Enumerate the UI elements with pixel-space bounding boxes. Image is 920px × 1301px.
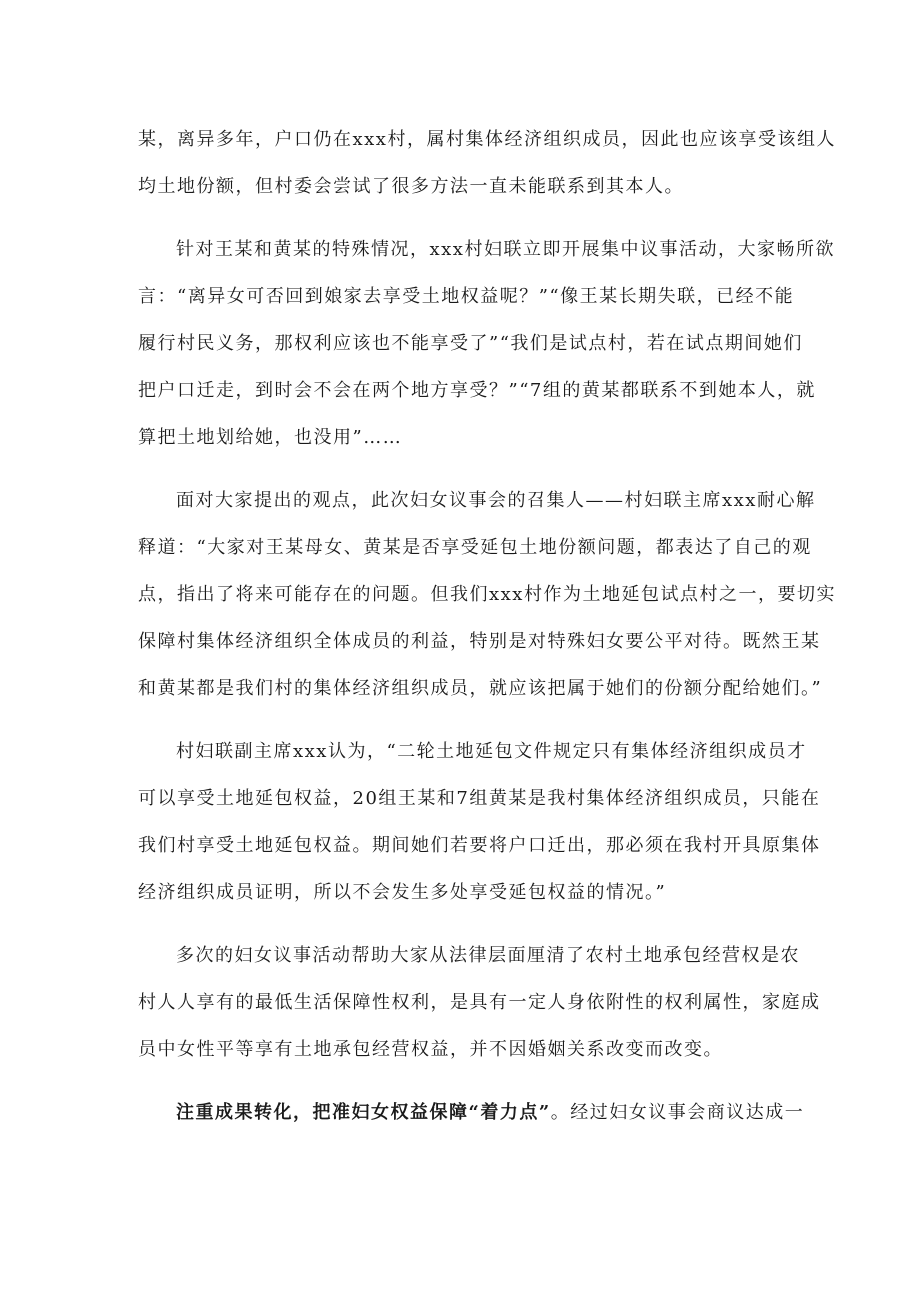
paragraph-5-line-1: 多次的妇女议事活动帮助大家从法律层面厘清了农村土地承包经营权是农 [176, 945, 800, 966]
paragraph-2-line-1: 针对王某和黄某的特殊情况，xxx村妇联立即开展集中议事活动，大家畅所欲 [176, 239, 835, 260]
paragraph-6-text: 。经过妇女议事会商议达成一 [550, 1102, 805, 1123]
paragraph-1-line-1: 某，离异多年，户口仍在xxx村，属村集体经济组织成员，因此也应该享受该组人 [138, 129, 836, 150]
paragraph-2-line-4: 把户口迁走，到时会不会在两个地方享受？”“7组的黄某都联系不到她本人，就 [138, 380, 816, 401]
paragraph-4-line-1: 村妇联副主席xxx认为，“二轮土地延包文件规定只有集体经济组织成员才 [176, 741, 807, 762]
paragraph-5-line-3: 员中女性平等享有土地承包经营权益，并不因婚姻关系改变而改变。 [138, 1039, 723, 1060]
paragraph-6-line-1 [0, 1099, 920, 1127]
paragraph-3-line-5: 和黄某都是我们村的集体经济组织成员，就应该把属于她们的份额分配给她们。” [138, 678, 823, 699]
paragraph-2-line-5: 算把土地划给她，也没用”…… [138, 427, 403, 448]
paragraph-3-line-1: 面对大家提出的观点，此次妇女议事会的召集人——村妇联主席xxx耐心解 [176, 490, 816, 511]
paragraph-3-line-2: 释道：“大家对王某母女、黄某是否享受延包土地份额问题，都表达了自己的观 [138, 537, 812, 558]
paragraph-5-line-2: 村人人享有的最低生活保障性权利，是具有一定人身依附性的权利属性，家庭成 [138, 992, 821, 1013]
paragraph-4-line-2: 可以享受土地延包权益，20组王某和7组黄某是我村集体经济组织成员，只能在 [138, 788, 821, 809]
paragraph-4-line-3: 我们村享受土地延包权益。期间她们若要将户口迁出，那必须在我村开具原集体 [138, 835, 821, 856]
paragraph-1-line-2: 均土地份额，但村委会尝试了很多方法一直未能联系到其本人。 [138, 176, 684, 197]
paragraph-3-line-4: 保障村集体经济组织全体成员的利益，特别是对特殊妇女要公平对待。既然王某 [138, 631, 821, 652]
paragraph-2-line-3: 履行村民义务，那权利应该也不能享受了”“我们是试点村，若在试点期间她们 [138, 333, 803, 354]
paragraph-2-line-2: 言：“离异女可否回到娘家去享受土地权益呢？”“像王某长期失联，已经不能 [138, 286, 795, 307]
paragraph-4-line-4: 经济组织成员证明，所以不会发生多处享受延包权益的情况。” [138, 882, 667, 903]
paragraph-3-line-3: 点，指出了将来可能存在的问题。但我们xxx村作为土地延包试点村之一，要切实 [138, 584, 836, 605]
section-heading: 注重成果转化，把准妇女权益保障“着力点” [176, 1102, 551, 1123]
